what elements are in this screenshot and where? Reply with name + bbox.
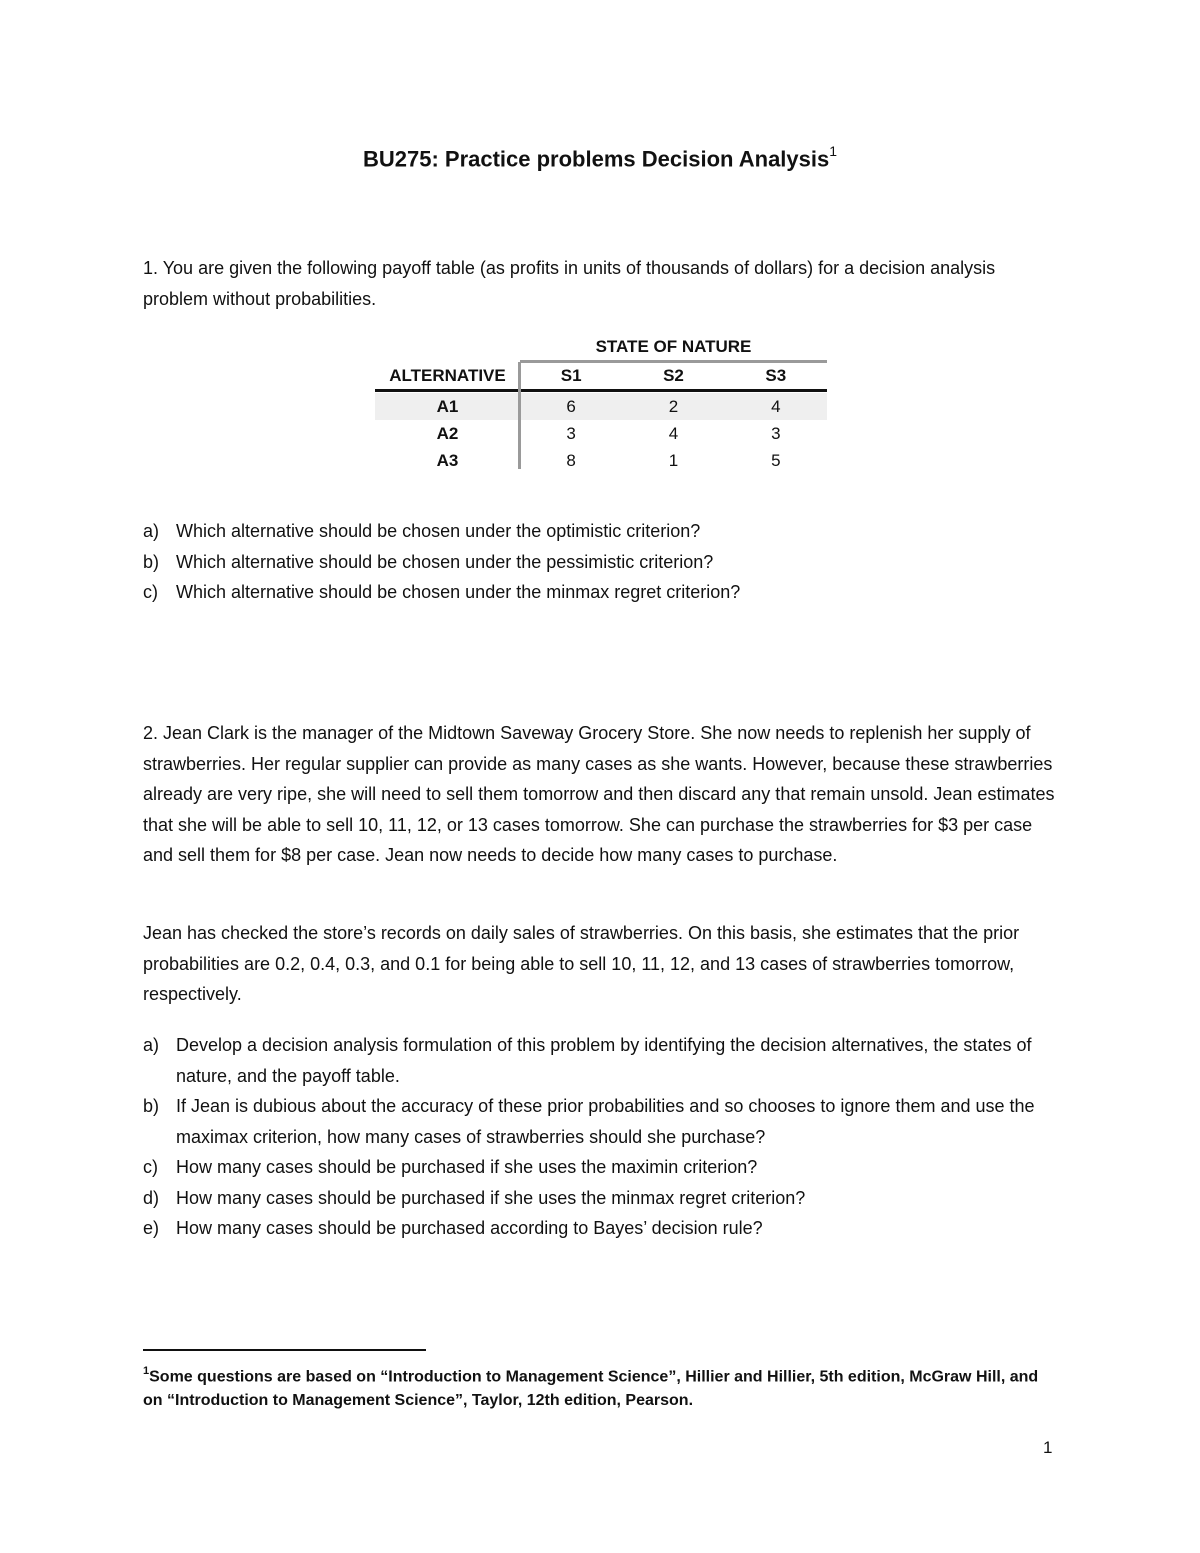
list-item <box>143 516 1058 547</box>
page-title <box>0 145 1200 172</box>
title-footnote-ref: 1 <box>829 143 838 159</box>
alternative-label: A2 <box>436 424 459 443</box>
question-2-probabilities: Jean has checked the store’s records on daily sales of strawberries. On this basis, she estimates that the prior probabilities are 0.2, 0.4, 0.3, and 0.1 for being able to sell 10, 11, 12, and 13 cases of strawberries tomorrow, respectively. <box>143 923 1020 1004</box>
table-header-rule <box>375 389 827 392</box>
list-item-text: How many cases should be purchased if she uses the maximin criterion? <box>176 1157 758 1177</box>
list-marker: a) <box>143 1035 160 1055</box>
list-marker: a) <box>143 521 160 541</box>
list-marker: b) <box>143 551 160 572</box>
alternative-label: A1 <box>436 397 459 416</box>
payoff-cell: 4 <box>771 397 781 416</box>
list-item <box>143 577 1058 608</box>
footnote-text: Some questions are based on “Introduction to Management Science”, Hillier and Hillier, 5th edition, McGraw Hill, and on “Introduction to Management Science”, Taylor, 12th edition, Pearson. <box>143 1368 1039 1410</box>
list-item-text: Develop a decision analysis formulation of this problem by identifying the decision alternatives, the states of nature, and the payoff table. <box>176 1035 1032 1086</box>
list-item <box>143 1091 1058 1152</box>
list-item-text: How many cases should be purchased according to Bayes’ decision rule? <box>176 1218 763 1238</box>
list-marker: c) <box>143 1157 158 1177</box>
list-marker: c) <box>143 582 158 602</box>
list-marker: d) <box>143 1187 160 1208</box>
list-item-text: How many cases should be purchased if she uses the minmax regret criterion? <box>176 1187 806 1208</box>
alternative-column-header: ALTERNATIVE <box>389 366 506 385</box>
question-1-intro: 1. You are given the following payoff table (as profits in units of thousands of dollars) for a decision analysis problem without probabilities. <box>143 258 996 309</box>
table-row <box>375 393 827 420</box>
question-1-list <box>143 516 1058 608</box>
list-marker: e) <box>143 1218 160 1238</box>
state-of-nature-header: STATE OF NATURE <box>595 337 752 356</box>
list-item <box>143 1152 1058 1183</box>
question-2-intro: 2. Jean Clark is the manager of the Midtown Saveway Grocery Store. She now needs to replenish her supply of strawberries. Her regular supplier can provide as many cases as she wants. However, because these strawberries already are very ripe, she will need to sell them tomorrow and then discard any that remain unsold. Jean estimates that she will be able to sell 10, 11, 12, or 13 cases tomorrow. She can purchase the strawberries for $3 per case and sell them for $8 per case. Jean now needs to decide how many cases to purchase. <box>143 723 1055 865</box>
payoff-cell: 3 <box>771 424 781 443</box>
payoff-cell: 6 <box>566 397 576 416</box>
payoff-cell: 8 <box>566 451 576 470</box>
list-item-text: If Jean is dubious about the accuracy of these prior probabilities and so chooses to ignore them and use the maximax criterion, how many cases of strawberries should she purchase? <box>176 1096 1035 1147</box>
payoff-cell: 1 <box>668 451 679 470</box>
list-item-text: Which alternative should be chosen under the pessimistic criterion? <box>176 551 714 572</box>
footnote-separator <box>143 1349 426 1351</box>
state-column-header: S2 <box>663 366 684 385</box>
page-number: 1 <box>1043 1438 1053 1457</box>
question-2-list <box>143 1030 1058 1244</box>
list-item-text: Which alternative should be chosen under the optimistic criterion? <box>176 521 701 541</box>
footnote <box>143 1360 1058 1413</box>
state-column-header: S3 <box>765 366 787 385</box>
table-row <box>375 420 827 447</box>
table-row <box>375 447 827 474</box>
list-item <box>143 547 1058 578</box>
footnote-ref: 1 <box>143 1365 150 1377</box>
list-item <box>143 1213 1058 1244</box>
alternative-label: A3 <box>436 451 459 470</box>
payoff-cell: 3 <box>566 424 576 443</box>
list-marker: b) <box>143 1096 160 1116</box>
list-item <box>143 1183 1058 1214</box>
payoff-cell: 5 <box>771 451 781 470</box>
title-text: BU275: Practice problems Decision Analysis <box>362 146 830 172</box>
alternative-column-divider <box>518 362 521 469</box>
table-header-row <box>375 362 827 389</box>
list-item <box>143 1030 1058 1091</box>
list-item-text: Which alternative should be chosen under the minmax regret criterion? <box>176 582 741 602</box>
payoff-cell: 2 <box>668 397 679 416</box>
state-column-header: S1 <box>560 366 582 385</box>
payoff-cell: 4 <box>668 424 679 443</box>
